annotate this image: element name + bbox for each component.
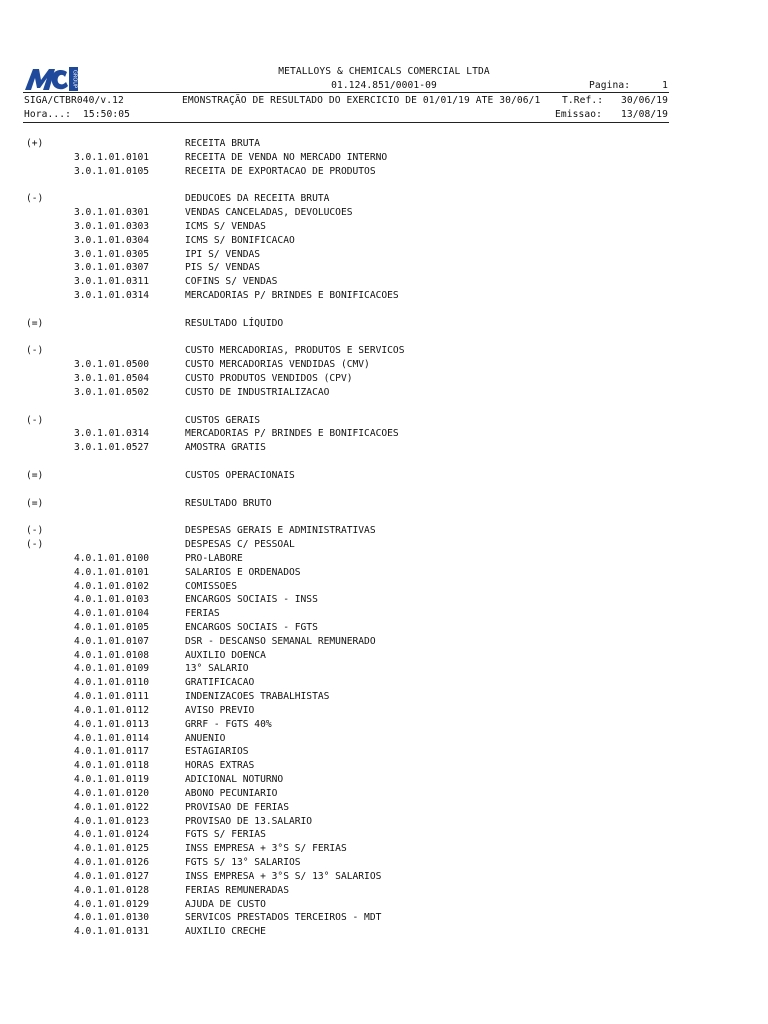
account-description: HORAS EXTRAS: [185, 760, 255, 772]
row-sign: (-): [26, 193, 44, 205]
account-description: INSS EMPRESA + 3°S S/ FERIAS: [185, 843, 347, 855]
account-description: COMISSOES: [185, 580, 237, 592]
account-description: ABONO PECUNIARIO: [185, 787, 278, 799]
account-description: CUSTOS GERAIS: [185, 414, 261, 426]
account-description: ENCARGOS SOCIAIS - INSS: [185, 594, 318, 606]
account-code: 3.0.1.01.0502: [74, 386, 150, 398]
report-row: [0, 386, 768, 400]
account-description: SERVICOS PRESTADOS TERCEIROS - MDT: [185, 912, 382, 924]
report-row: [0, 704, 768, 718]
row-sign: (-): [26, 345, 44, 357]
report-row: [0, 358, 768, 372]
account-description: SALARIOS E ORDENADOS: [185, 566, 301, 578]
report-row: [0, 607, 768, 621]
account-description: CUSTO MERCADORIAS VENDIDAS (CMV): [185, 359, 370, 371]
account-code: 4.0.1.01.0104: [74, 608, 150, 620]
account-code: 4.0.1.01.0100: [74, 552, 150, 564]
report-code: SIGA/CTBR040/v.12: [24, 95, 124, 106]
report-row: [0, 566, 768, 580]
account-description: DEDUCOES DA RECEITA BRUTA: [185, 193, 330, 205]
report-row: [0, 524, 768, 538]
report-row: [0, 745, 768, 759]
account-description: RECEITA DE VENDA NO MERCADO INTERNO: [185, 151, 388, 163]
account-description: COFINS S/ VENDAS: [185, 276, 278, 288]
report-row: [0, 151, 768, 165]
time-value: 15:50:05: [83, 109, 131, 120]
account-description: PRO-LABORE: [185, 552, 243, 564]
svg-text:GROUP: GROUP: [71, 70, 78, 88]
report-row: [0, 759, 768, 773]
issue-date: 13/08/19: [620, 109, 668, 120]
account-description: INDENIZACOES TRABALHISTAS: [185, 691, 330, 703]
report-rows: [0, 137, 768, 939]
report-row: [0, 441, 768, 455]
account-description: FERIAS: [185, 608, 220, 620]
account-description: GRATIFICACAO: [185, 677, 255, 689]
account-code: 4.0.1.01.0112: [74, 704, 150, 716]
report-row: [0, 427, 768, 441]
report-row: [0, 911, 768, 925]
account-code: 3.0.1.01.0500: [74, 359, 150, 371]
report-row: [0, 801, 768, 815]
report-row: [0, 593, 768, 607]
account-code: 3.0.1.01.0527: [74, 442, 150, 454]
account-description: ANUENIO: [185, 732, 226, 744]
account-description: MERCADORIAS P/ BRINDES E BONIFICACOES: [185, 290, 399, 302]
account-description: ICMS S/ VENDAS: [185, 220, 266, 232]
row-sign: (=): [26, 469, 44, 481]
account-description: PROVISAO DE 13.SALARIO: [185, 815, 313, 827]
report-row: [0, 925, 768, 939]
report-row: [0, 483, 768, 497]
account-description: PIS S/ VENDAS: [185, 262, 261, 274]
account-description: VENDAS CANCELADAS, DEVOLUCOES: [185, 207, 353, 219]
report-row: [0, 635, 768, 649]
account-code: 4.0.1.01.0105: [74, 621, 150, 633]
account-description: FERIAS REMUNERADAS: [185, 884, 289, 896]
row-sign: (+): [26, 138, 44, 149]
account-code: 3.0.1.01.0314: [74, 290, 150, 302]
report-row: [0, 303, 768, 317]
account-code: 4.0.1.01.0123: [74, 815, 150, 827]
account-code: 4.0.1.01.0128: [74, 884, 150, 896]
report-row: [0, 455, 768, 469]
account-code: 4.0.1.01.0102: [74, 580, 150, 592]
report-row: [0, 206, 768, 220]
account-description: RESULTADO LÍQUIDO: [185, 317, 284, 329]
account-description: FGTS S/ FERIAS: [185, 829, 266, 841]
report-row: [0, 676, 768, 690]
account-description: RECEITA BRUTA: [185, 138, 261, 149]
account-description: 13° SALARIO: [185, 663, 249, 675]
report-row: [0, 787, 768, 801]
account-description: FGTS S/ 13° SALARIOS: [185, 857, 301, 869]
account-code: 3.0.1.01.0307: [74, 262, 150, 274]
report-title: EMONSTRAÇÃO DE RESULTADO DO EXERCICIO DE 01/01/19 ATE 30/06/1: [182, 95, 541, 106]
account-code: 3.0.1.01.0311: [74, 276, 150, 288]
row-sign: (-): [26, 525, 44, 537]
account-code: 4.0.1.01.0124: [74, 829, 150, 841]
report-row: [0, 718, 768, 732]
account-code: 4.0.1.01.0110: [74, 677, 150, 689]
account-code: 3.0.1.01.0301: [74, 207, 150, 219]
account-code: 4.0.1.01.0119: [74, 774, 150, 786]
account-description: MERCADORIAS P/ BRINDES E BONIFICACOES: [185, 428, 399, 440]
issue-label: Emissao:: [555, 109, 603, 120]
account-description: ICMS S/ BONIFICACAO: [185, 234, 295, 246]
account-code: 4.0.1.01.0117: [74, 746, 150, 758]
report-row: [0, 538, 768, 552]
account-description: CUSTO PRODUTOS VENDIDOS (CPV): [185, 373, 353, 385]
account-description: INSS EMPRESA + 3°S S/ 13° SALARIOS: [185, 870, 382, 882]
account-description: CUSTO MERCADORIAS, PRODUTOS E SERVICOS: [185, 345, 405, 357]
account-code: 4.0.1.01.0107: [74, 635, 150, 647]
account-code: 4.0.1.01.0114: [74, 732, 150, 744]
company-name: METALLOYS & CHEMICALS COMERCIAL LTDA: [278, 66, 490, 77]
company-cnpj: 01.124.851/0001-09: [331, 80, 437, 91]
ref-label: T.Ref.:: [562, 95, 604, 106]
account-code: 4.0.1.01.0118: [74, 760, 150, 772]
header-rule-top: [23, 92, 669, 93]
account-description: PROVISAO DE FERIAS: [185, 801, 289, 813]
account-description: DESPESAS C/ PESSOAL: [185, 539, 295, 551]
report-row: [0, 275, 768, 289]
report-row: [0, 856, 768, 870]
account-code: 3.0.1.01.0101: [74, 151, 150, 163]
row-sign: (-): [26, 414, 44, 426]
account-description: AVISO PREVIO: [185, 704, 255, 716]
row-sign: (-): [26, 539, 44, 551]
account-description: IPI S/ VENDAS: [185, 248, 261, 260]
account-description: ESTAGIARIOS: [185, 746, 249, 758]
account-code: 4.0.1.01.0103: [74, 594, 150, 606]
report-row: [0, 884, 768, 898]
account-code: 4.0.1.01.0127: [74, 870, 150, 882]
account-code: 4.0.1.01.0111: [74, 691, 150, 703]
account-code: 4.0.1.01.0126: [74, 857, 150, 869]
report-row: [0, 828, 768, 842]
report-row: [0, 552, 768, 566]
account-code: 4.0.1.01.0101: [74, 566, 150, 578]
report-row: [0, 234, 768, 248]
page-label: Pagina:: [589, 80, 631, 91]
account-description: RESULTADO BRUTO: [185, 497, 272, 509]
account-description: DESPESAS GERAIS E ADMINISTRATIVAS: [185, 525, 376, 537]
report-row: [0, 331, 768, 345]
account-description: AJUDA DE CUSTO: [185, 898, 266, 910]
report-row: [0, 497, 768, 511]
report-row: [0, 165, 768, 179]
report-row: [0, 192, 768, 206]
account-code: 4.0.1.01.0113: [74, 718, 150, 730]
account-code: 3.0.1.01.0303: [74, 220, 150, 232]
account-description: AMOSTRA GRATIS: [185, 442, 266, 454]
report-row: [0, 469, 768, 483]
account-description: DSR - DESCANSO SEMANAL REMUNERADO: [185, 635, 376, 647]
report-row: [0, 289, 768, 303]
report-row: [0, 732, 768, 746]
account-code: 3.0.1.01.0304: [74, 234, 150, 246]
report-row: [0, 220, 768, 234]
account-description: AUXILIO DOENCA: [185, 649, 266, 661]
report-row: [0, 690, 768, 704]
account-description: AUXILIO CRECHE: [185, 926, 266, 938]
account-code: 4.0.1.01.0109: [74, 663, 150, 675]
account-description: ENCARGOS SOCIAIS - FGTS: [185, 621, 318, 633]
account-description: GRRF - FGTS 40%: [185, 718, 272, 730]
account-description: CUSTOS OPERACIONAIS: [185, 469, 295, 481]
report-row: [0, 414, 768, 428]
account-code: 4.0.1.01.0125: [74, 843, 150, 855]
account-code: 4.0.1.01.0122: [74, 801, 150, 813]
account-code: 3.0.1.01.0504: [74, 373, 150, 385]
report-row: [0, 261, 768, 275]
page-number: 1: [662, 80, 668, 91]
account-code: 4.0.1.01.0120: [74, 787, 150, 799]
report-row: [0, 400, 768, 414]
report-row: [0, 621, 768, 635]
account-code: 3.0.1.01.0105: [74, 165, 150, 177]
report-row: [0, 649, 768, 663]
report-row: [0, 317, 768, 331]
report-row: [0, 580, 768, 594]
account-code: 3.0.1.01.0314: [74, 428, 150, 440]
header-rule-bottom: [23, 122, 669, 123]
report-row: [0, 372, 768, 386]
report-row: [0, 344, 768, 358]
account-code: 4.0.1.01.0129: [74, 898, 150, 910]
report-row: [0, 773, 768, 787]
report-row: [0, 510, 768, 524]
report-row: [0, 248, 768, 262]
report-row: [0, 137, 768, 151]
ref-date: 30/06/19: [620, 95, 668, 106]
report-row: [0, 842, 768, 856]
account-description: RECEITA DE EXPORTACAO DE PRODUTOS: [185, 165, 376, 177]
report-row: [0, 898, 768, 912]
account-code: 4.0.1.01.0130: [74, 912, 150, 924]
account-code: 3.0.1.01.0305: [74, 248, 150, 260]
row-sign: (=): [26, 317, 44, 329]
report-row: [0, 178, 768, 192]
time-label: Hora...:: [24, 109, 72, 120]
report-row: [0, 662, 768, 676]
account-description: CUSTO DE INDUSTRIALIZACAO: [185, 386, 330, 398]
account-code: 4.0.1.01.0131: [74, 926, 150, 938]
account-description: ADICIONAL NOTURNO: [185, 774, 284, 786]
account-code: 4.0.1.01.0108: [74, 649, 150, 661]
report-row: [0, 870, 768, 884]
row-sign: (=): [26, 497, 44, 509]
report-row: [0, 815, 768, 829]
